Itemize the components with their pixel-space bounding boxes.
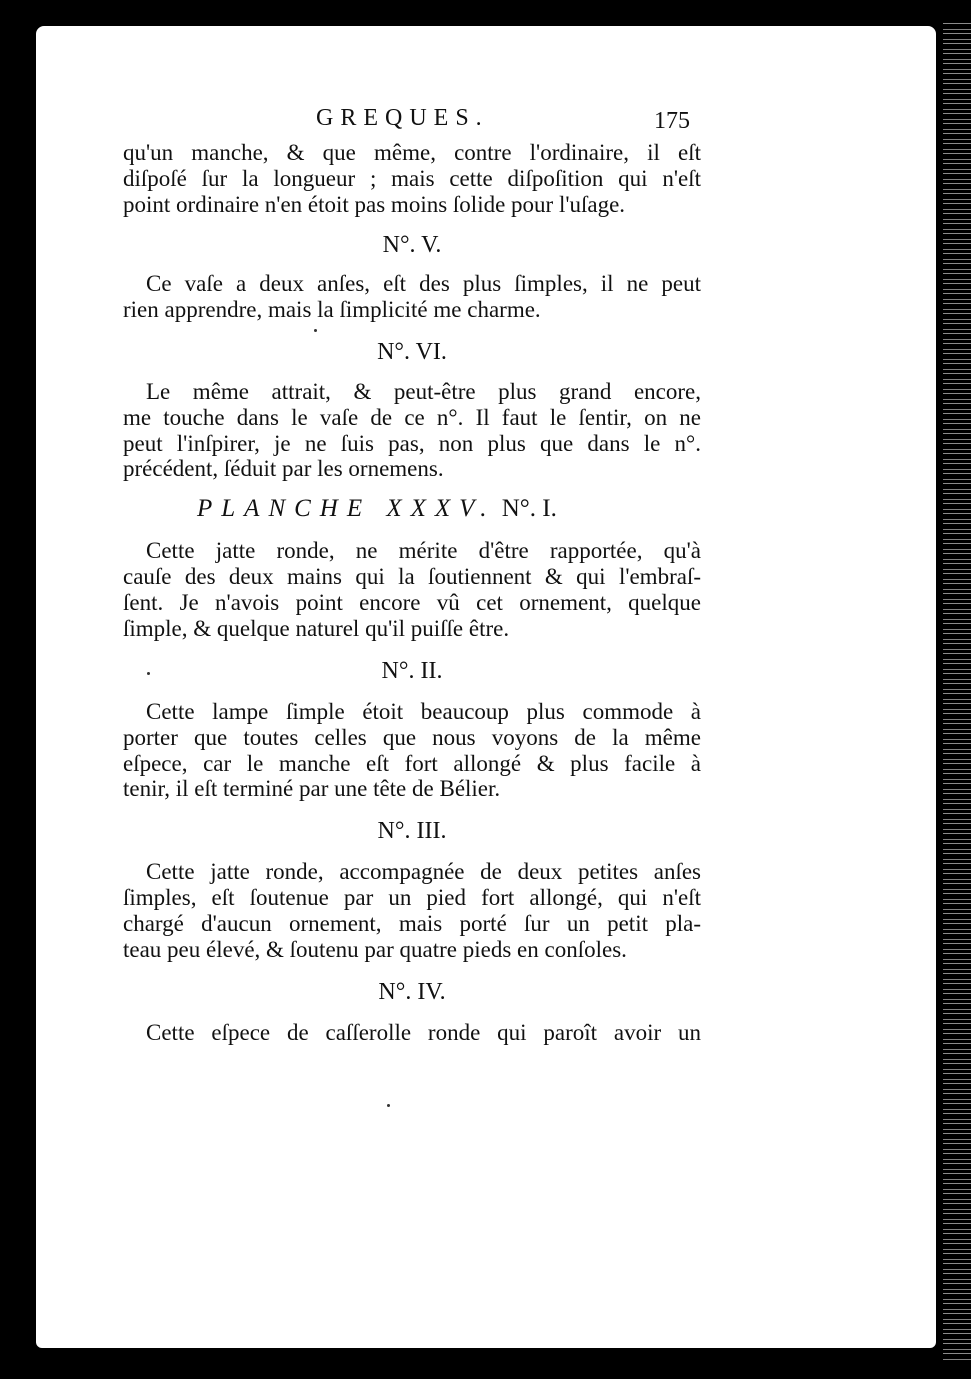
running-head: GREQUES. (316, 105, 489, 131)
text-line: Cette jatte ronde, ne mérite d'être rapportée, qu'à (146, 538, 701, 563)
text-line: rien apprendre, mais la ſimplicité me charme. (123, 297, 541, 322)
text-line: Le même attrait, & peut-être plus grand encore, (146, 379, 701, 404)
book-page (36, 26, 936, 1348)
text-line: eſpece, car le manche eſt fort allongé & plus facile à (123, 751, 701, 776)
text-line: précédent, ſéduit par les ornemens. (123, 456, 444, 481)
text-line: diſpoſé ſur la longueur ; mais cette diſpoſition qui n'eſt (123, 166, 701, 191)
text-line: chargé d'aucun ornement, mais porté ſur un petit pla- (123, 911, 701, 936)
page-number: 175 (654, 108, 690, 134)
text-line: Cette eſpece de caſſerolle ronde qui paroît avoir un (146, 1020, 701, 1045)
section-heading-no2: N°. II. (381, 658, 443, 684)
scan-speck (147, 672, 150, 675)
text-line: ſent. Je n'avois point encore vû cet ornement, quelque (123, 590, 701, 615)
text-line: porter que toutes celles que nous voyons de la même (123, 725, 701, 750)
plate-heading (197, 495, 557, 523)
text-line: Cette lampe ſimple étoit beaucoup plus commode à (146, 699, 701, 724)
scan-speck (387, 1104, 390, 1107)
section-heading-no4: N°. IV. (378, 979, 446, 1005)
text-line: ſimples, eſt ſoutenue par un pied fort allongé, qui n'eſt (123, 885, 701, 910)
text-line: me touche dans le vaſe de ce n°. Il faut le ſentir, on ne (123, 405, 701, 430)
text-line: peut l'inſpirer, je ne ſuis pas, non plus que dans le n°. (123, 431, 701, 456)
text-line: ſimple, & quelque naturel qu'il puiſſe être. (123, 616, 510, 641)
text-line: point ordinaire n'en étoit pas moins ſolide pour l'uſage. (123, 192, 626, 217)
scan-speck (314, 329, 317, 332)
text-line: teau peu élevé, & ſoutenu par quatre pieds en conſoles. (123, 937, 627, 962)
text-line: Ce vaſe a deux anſes, eſt des plus ſimples, il ne peut (146, 271, 701, 296)
text-line: tenir, il eſt terminé par une tête de Bélier. (123, 776, 501, 801)
section-heading-no3: N°. III. (377, 818, 447, 844)
text-line: qu'un manche, & que même, contre l'ordinaire, il eſt (123, 140, 701, 165)
text-line: cauſe des deux mains qui la ſoutiennent & qui l'embraſ- (123, 564, 701, 589)
section-heading-no6: N°. VI. (377, 339, 447, 365)
plate-title: PLANCHE XXXV. (197, 495, 496, 522)
text-line: Cette jatte ronde, accompagnée de deux petites anſes (146, 859, 701, 884)
section-heading-no5: N°. V. (382, 232, 442, 258)
scan-edge-noise (943, 20, 971, 1360)
plate-number: N°. I. (501, 495, 557, 522)
